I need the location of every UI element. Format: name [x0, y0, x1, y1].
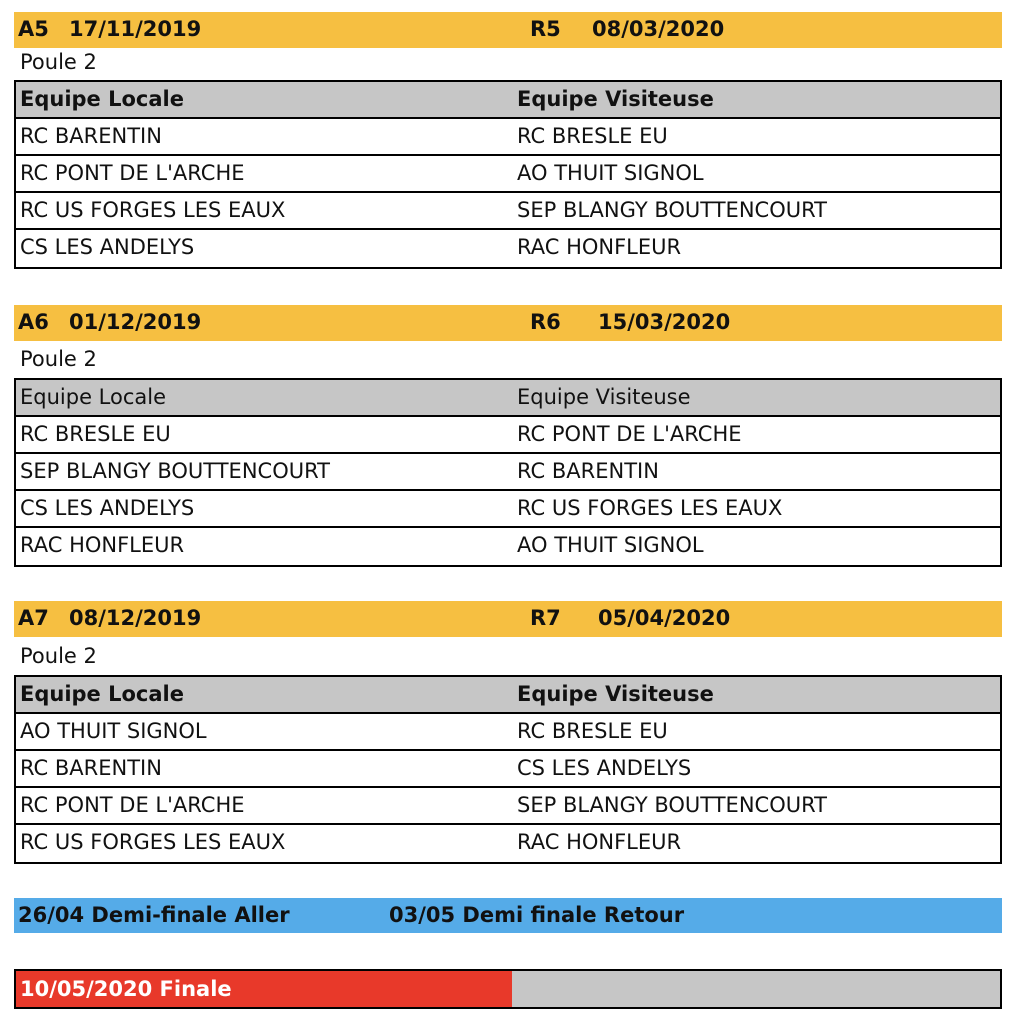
retour-date: 05/04/2020 — [598, 606, 731, 630]
final-label: 10/05/2020 Finale — [20, 977, 232, 1001]
aller-date: 08/12/2019 — [69, 606, 202, 630]
table-header — [16, 677, 1000, 714]
table-row — [16, 491, 1000, 528]
aller-code: A5 — [18, 17, 49, 41]
away-team: RC BARENTIN — [517, 459, 659, 483]
away-team: RC BRESLE EU — [517, 124, 668, 148]
home-team: SEP BLANGY BOUTTENCOURT — [20, 459, 330, 483]
table-row — [16, 193, 1000, 230]
match-table-a7 — [14, 675, 1002, 864]
away-team: RAC HONFLEUR — [517, 830, 682, 854]
retour-code: R7 — [530, 606, 561, 630]
away-team: AO THUIT SIGNOL — [517, 533, 704, 557]
home-team: RC BRESLE EU — [20, 422, 171, 446]
table-row — [16, 714, 1000, 751]
table-header — [16, 82, 1000, 119]
table-row — [16, 119, 1000, 156]
table-row — [16, 825, 1000, 862]
home-team: RC US FORGES LES EAUX — [20, 198, 286, 222]
away-team: SEP BLANGY BOUTTENCOURT — [517, 793, 827, 817]
header-visitor: Equipe Visiteuse — [517, 385, 691, 409]
retour-code: R5 — [530, 17, 561, 41]
match-table-a6 — [14, 378, 1002, 567]
away-team: CS LES ANDELYS — [517, 756, 692, 780]
table-row — [16, 156, 1000, 193]
home-team: RC PONT DE L'ARCHE — [20, 161, 245, 185]
header-local: Equipe Locale — [20, 385, 167, 409]
header-visitor: Equipe Visiteuse — [517, 87, 714, 111]
table-header — [16, 380, 1000, 417]
pool-label: Poule 2 — [20, 347, 97, 371]
away-team: RC US FORGES LES EAUX — [517, 496, 783, 520]
table-row — [16, 230, 1000, 267]
semifinal-retour: 03/05 Demi finale Retour — [389, 903, 685, 927]
table-row — [16, 454, 1000, 491]
aller-date: 01/12/2019 — [69, 310, 202, 334]
table-row — [16, 788, 1000, 825]
header-visitor: Equipe Visiteuse — [517, 682, 714, 706]
semifinal-aller: 26/04 Demi-finale Aller — [18, 903, 290, 927]
header-local: Equipe Locale — [20, 87, 184, 111]
table-row — [16, 528, 1000, 565]
home-team: RC BARENTIN — [20, 756, 162, 780]
aller-code: A6 — [18, 310, 49, 334]
semifinal-bar — [14, 898, 1002, 933]
away-team: SEP BLANGY BOUTTENCOURT — [517, 198, 827, 222]
home-team: RAC HONFLEUR — [20, 533, 185, 557]
aller-code: A7 — [18, 606, 49, 630]
away-team: RAC HONFLEUR — [517, 235, 682, 259]
pool-label: Poule 2 — [20, 50, 97, 74]
table-row — [16, 751, 1000, 788]
retour-code: R6 — [530, 310, 561, 334]
final-bar — [14, 969, 1002, 1009]
round-header-a7 — [14, 601, 1002, 637]
round-header-a6 — [14, 305, 1002, 341]
home-team: CS LES ANDELYS — [20, 235, 195, 259]
retour-date: 15/03/2020 — [598, 310, 731, 334]
table-row — [16, 417, 1000, 454]
home-team: CS LES ANDELYS — [20, 496, 195, 520]
aller-date: 17/11/2019 — [69, 17, 202, 41]
match-table-a5 — [14, 80, 1002, 269]
home-team: RC US FORGES LES EAUX — [20, 830, 286, 854]
home-team: RC BARENTIN — [20, 124, 162, 148]
away-team: RC PONT DE L'ARCHE — [517, 422, 742, 446]
home-team: AO THUIT SIGNOL — [20, 719, 207, 743]
header-local: Equipe Locale — [20, 682, 184, 706]
round-header-a5 — [14, 12, 1002, 48]
pool-label: Poule 2 — [20, 644, 97, 668]
away-team: RC BRESLE EU — [517, 719, 668, 743]
home-team: RC PONT DE L'ARCHE — [20, 793, 245, 817]
retour-date: 08/03/2020 — [592, 17, 725, 41]
away-team: AO THUIT SIGNOL — [517, 161, 704, 185]
